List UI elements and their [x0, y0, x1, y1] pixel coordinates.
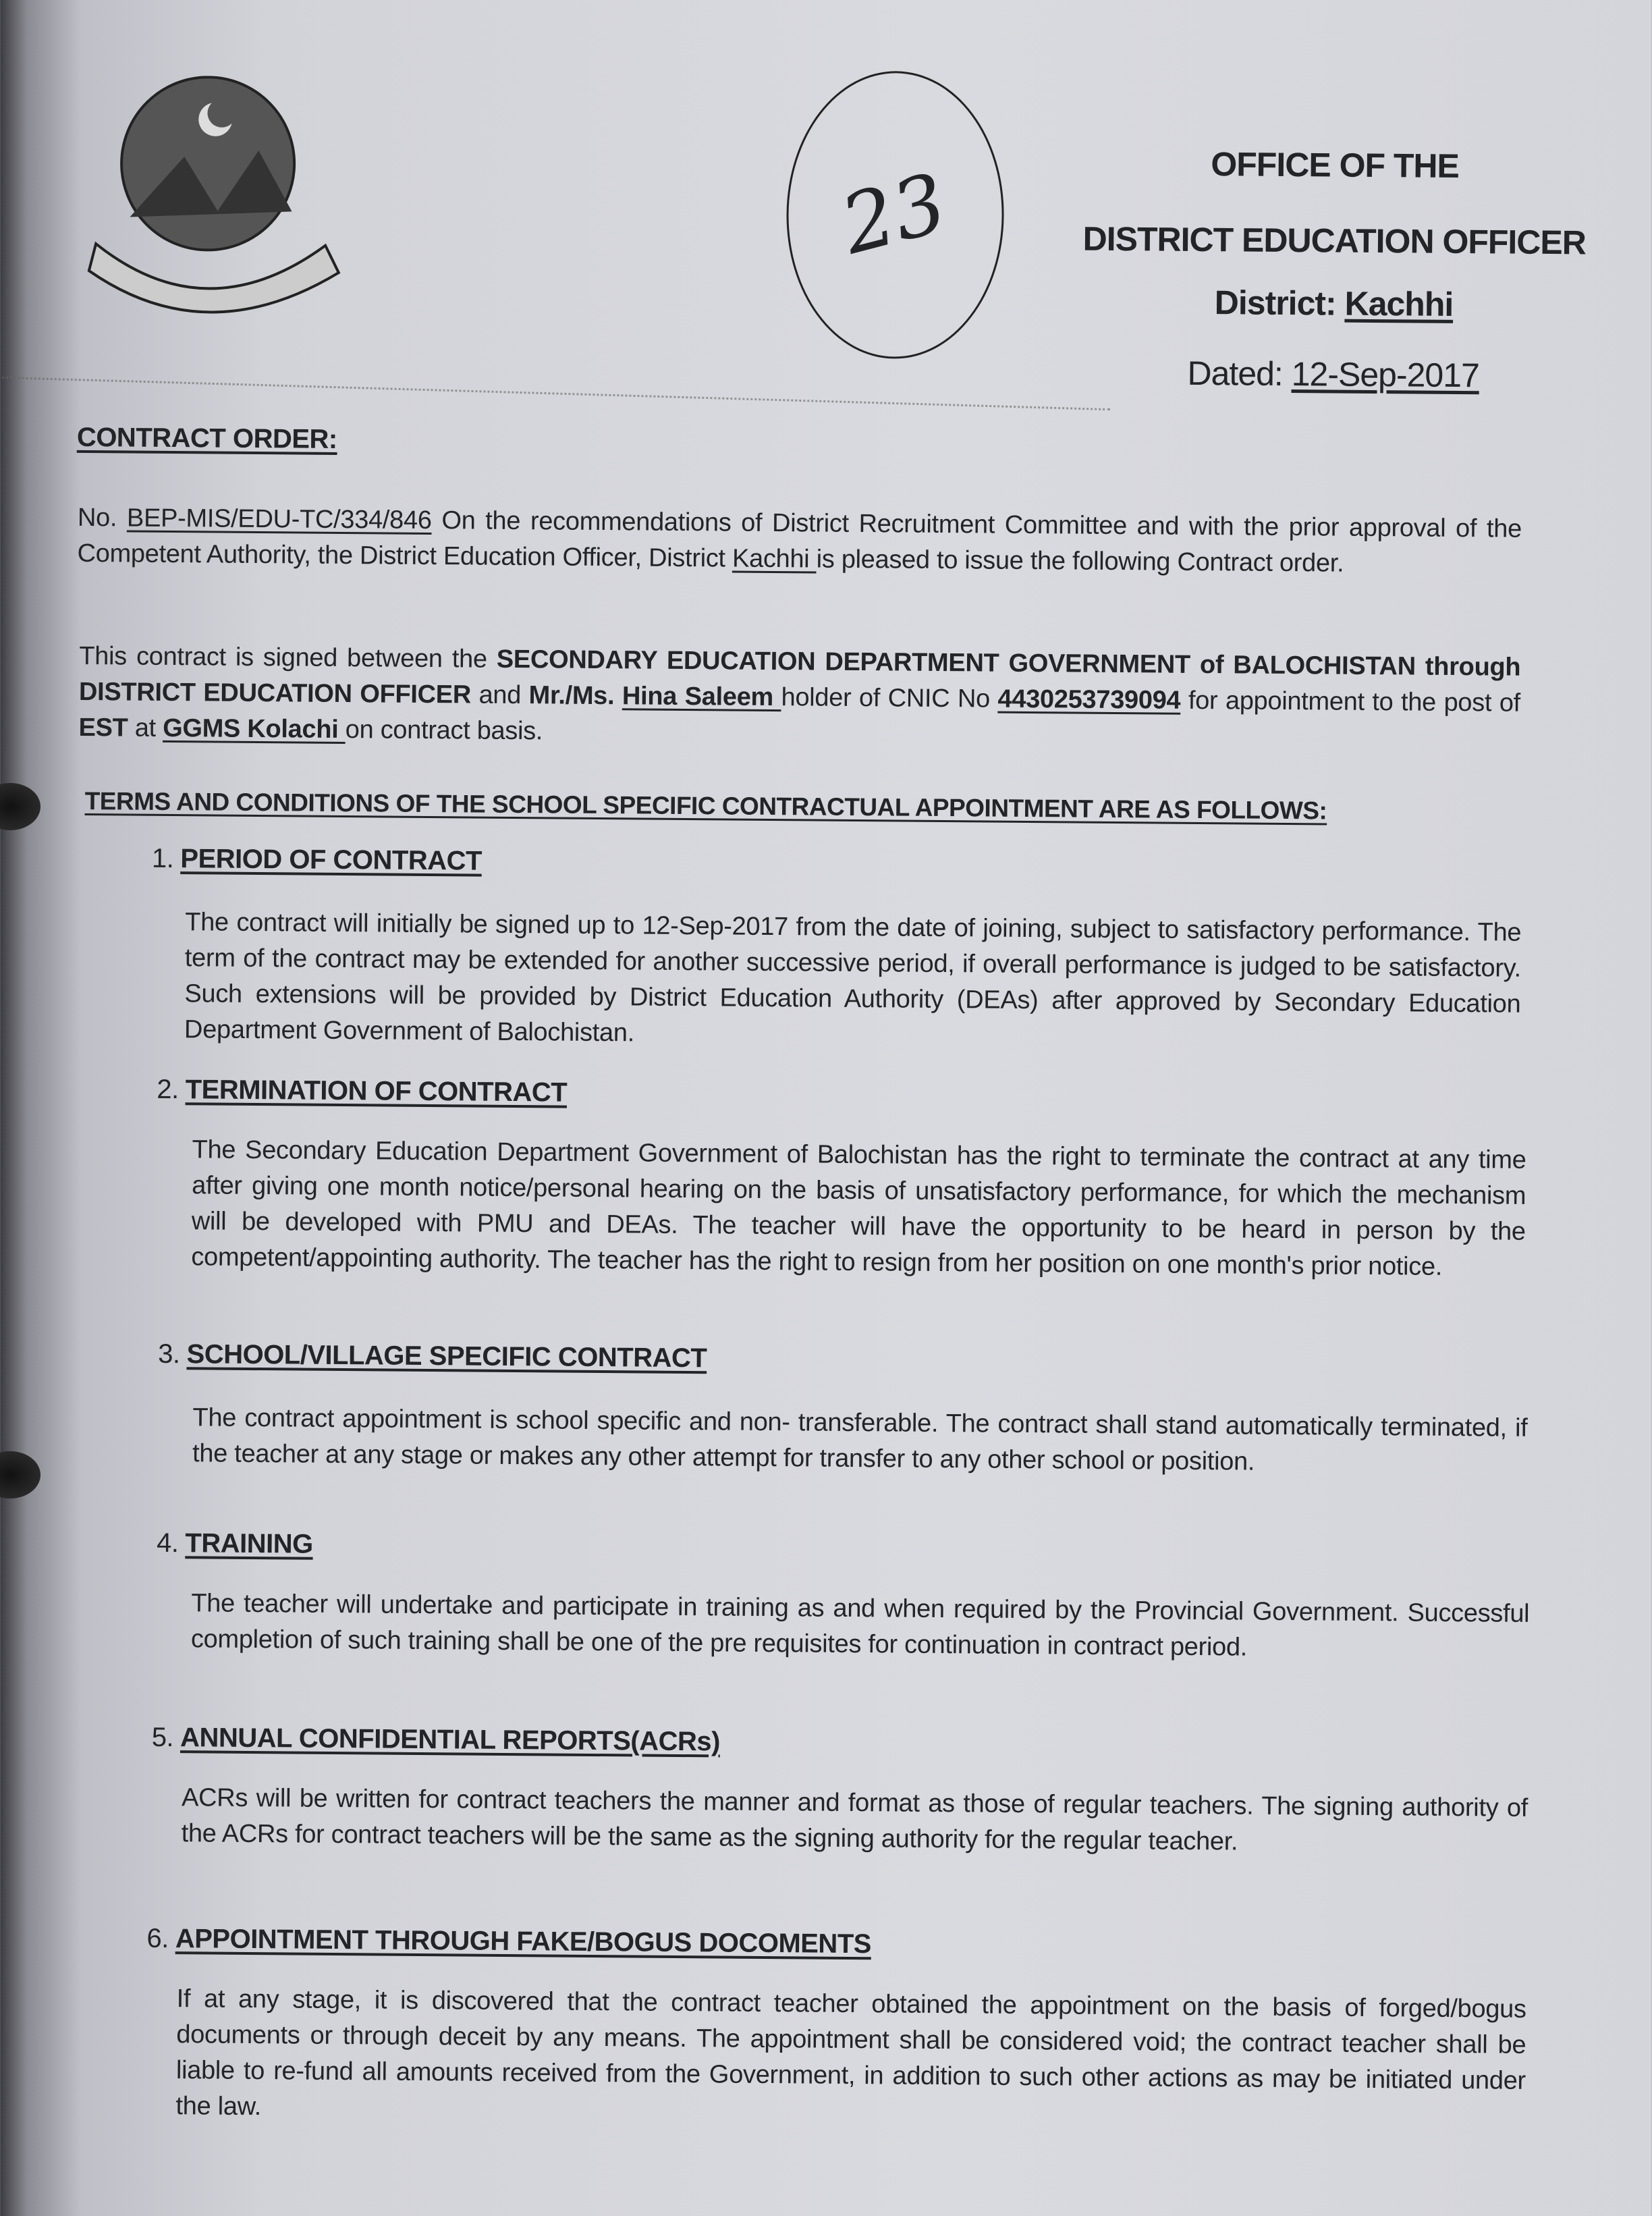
- term-title: ANNUAL CONFIDENTIAL REPORTS(ACRs): [180, 1723, 721, 1757]
- terms-heading: TERMS AND CONDITIONS OF THE SCHOOL SPECIFIC CONTRACTUAL APPOINTMENT ARE AS FOLLOWS:: [84, 787, 1327, 825]
- teacher-name: Hina Saleem: [622, 682, 781, 712]
- term-text: The contract appointment is school specific and non- transferable. The contract shall stand automatically terminated, if the teacher at any stage or makes any other attempt for transfer to any other school or position.: [192, 1403, 1528, 1476]
- school-name: GGMS Kolachi: [162, 713, 346, 745]
- district-value: Kachhi: [1344, 284, 1454, 323]
- parties-paragraph: This contract is signed between the SECONDARY EDUCATION DEPARTMENT GOVERNMENT of BALOCHISTAN through DISTRICT EDUCATION OFFICER and Mr./Ms. Hina Saleem holder of CNIC No 4430253739094 for appointment to the post of EST at GGMS Kolachi on contract basis.: [78, 641, 1521, 746]
- government-emblem: [82, 75, 347, 327]
- term-title: TERMINATION OF CONTRACT: [185, 1075, 568, 1108]
- term-item: 1. PERIOD OF CONTRACT The contract will initially be signed up to 12-Sep-2017 from the date of joining, subject to satisfactory performance. The term of the contract may be extended for another successive period, if overall performance is judged to be satisfactory. Such extensions will be provided by District Education Authority (DEAs) after approved by Secondary Education Department Government of Balochistan.: [150, 844, 1522, 1058]
- term-title: APPOINTMENT THROUGH FAKE/BOGUS DOCOMENTS: [175, 1924, 872, 1960]
- dated-value: 12-Sep-2017: [1291, 355, 1480, 395]
- term-item: 3. SCHOOL/VILLAGE SPECIFIC CONTRACT The contract appointment is school specific and non- transferable. The contract shall stand automatically terminated, if the teacher at any stage or makes any other attempt for transfer to any other school or position.: [157, 1339, 1528, 1482]
- intro-paragraph: No. BEP-MIS/EDU-TC/334/846 On the recommendations of District Recruitment Committee and with the prior approval of the Competent Authority, the District Education Officer, District Kachhi is pleased to issue the following Contract order.: [77, 503, 1522, 578]
- term-item: 5. ANNUAL CONFIDENTIAL REPORTS(ACRs) ACRs will be written for contract teachers the manner and format as those of regular teachers. The signing authority of the ACRs for contract teachers will be the same as the signing authority for the regular teacher.: [150, 1723, 1528, 1862]
- term-item: 6. APPOINTMENT THROUGH FAKE/BOGUS DOCOMENTS If at any stage, it is discovered that the contract teacher obtained the appointment on the basis of forged/bogus documents or through deceit by any means. The appointment shall be considered void; the contract teacher shall be liable to re-fund all amounts received from the Government, in addition to such other actions as may be initiated under the law.: [145, 1924, 1526, 2135]
- handwritten-page-number: 23: [786, 70, 1005, 360]
- office-title: OFFICE OF THE: [1211, 145, 1460, 185]
- office-subtitle: DISTRICT EDUCATION OFFICER: [1082, 219, 1587, 262]
- term-text: The Secondary Education Department Government of Balochistan has the right to terminate the contract at any time after giving one month notice/personal hearing on the basis of unsatisfactory performance, for which the mechanism will be developed with PMU and DEAs. The teacher will have the opportunity to be heard in person by the competent/appointing authority. The teacher has the right to resign from her position on one month's prior notice.: [191, 1135, 1526, 1281]
- term-text: The teacher will undertake and participate in training as and when required by the Provincial Government. Successful completion of such training shall be one of the pre requisites for continuation in contract period.: [190, 1589, 1530, 1662]
- order-number: BEP-MIS/EDU-TC/334/846: [126, 504, 432, 535]
- term-title: PERIOD OF CONTRACT: [180, 844, 483, 876]
- dated-line: Dated: 12-Sep-2017: [1187, 354, 1480, 395]
- term-text: ACRs will be written for contract teachers the manner and format as those of regular teachers. The signing authority of the ACRs for contract teachers will be the same as the signing authority for the regular teacher.: [181, 1783, 1529, 1856]
- divider: [0, 377, 1110, 411]
- term-text: The contract will initially be signed up to 12-Sep-2017 from the date of joining, subject to satisfactory performance. The term of the contract may be extended for another successive period, if overall performance is judged to be satisfactory. Such extensions will be provided by District Education Authority (DEAs) after approved by Secondary Education Department Government of Balochistan.: [184, 908, 1522, 1048]
- district-line: District: Kachhi: [1214, 283, 1454, 323]
- term-title: SCHOOL/VILLAGE SPECIFIC CONTRACT: [186, 1339, 707, 1374]
- term-text: If at any stage, it is discovered that the contract teacher obtained the appointment on the basis of forged/bogus documents or through deceit by any means. The appointment shall be considered void; the contract teacher shall be liable to re-fund all amounts received from the Government, in addition to such other actions as may be initiated under the law.: [175, 1984, 1526, 2122]
- term-item: 2. TERMINATION OF CONTRACT The Secondary Education Department Government of Balochistan has the right to terminate the contract at any time after giving one month notice/personal hearing on the basis of unsatisfactory performance, for which the mechanism will be developed with PMU and DEAs. The teacher will have the opportunity to be heard in person by the competent/appointing authority. The teacher has the right to resign from her position on one month's prior notice.: [155, 1075, 1526, 1286]
- term-title: TRAINING: [185, 1528, 313, 1559]
- cnic-number: 4430253739094: [997, 684, 1181, 715]
- contract-order-title: CONTRACT ORDER:: [76, 422, 337, 454]
- term-item: 4. TRAINING The teacher will undertake and participate in training as and when required by the Provincial Government. Successful completion of such training shall be one of the pre requisites for continuation in contract period.: [156, 1528, 1530, 1668]
